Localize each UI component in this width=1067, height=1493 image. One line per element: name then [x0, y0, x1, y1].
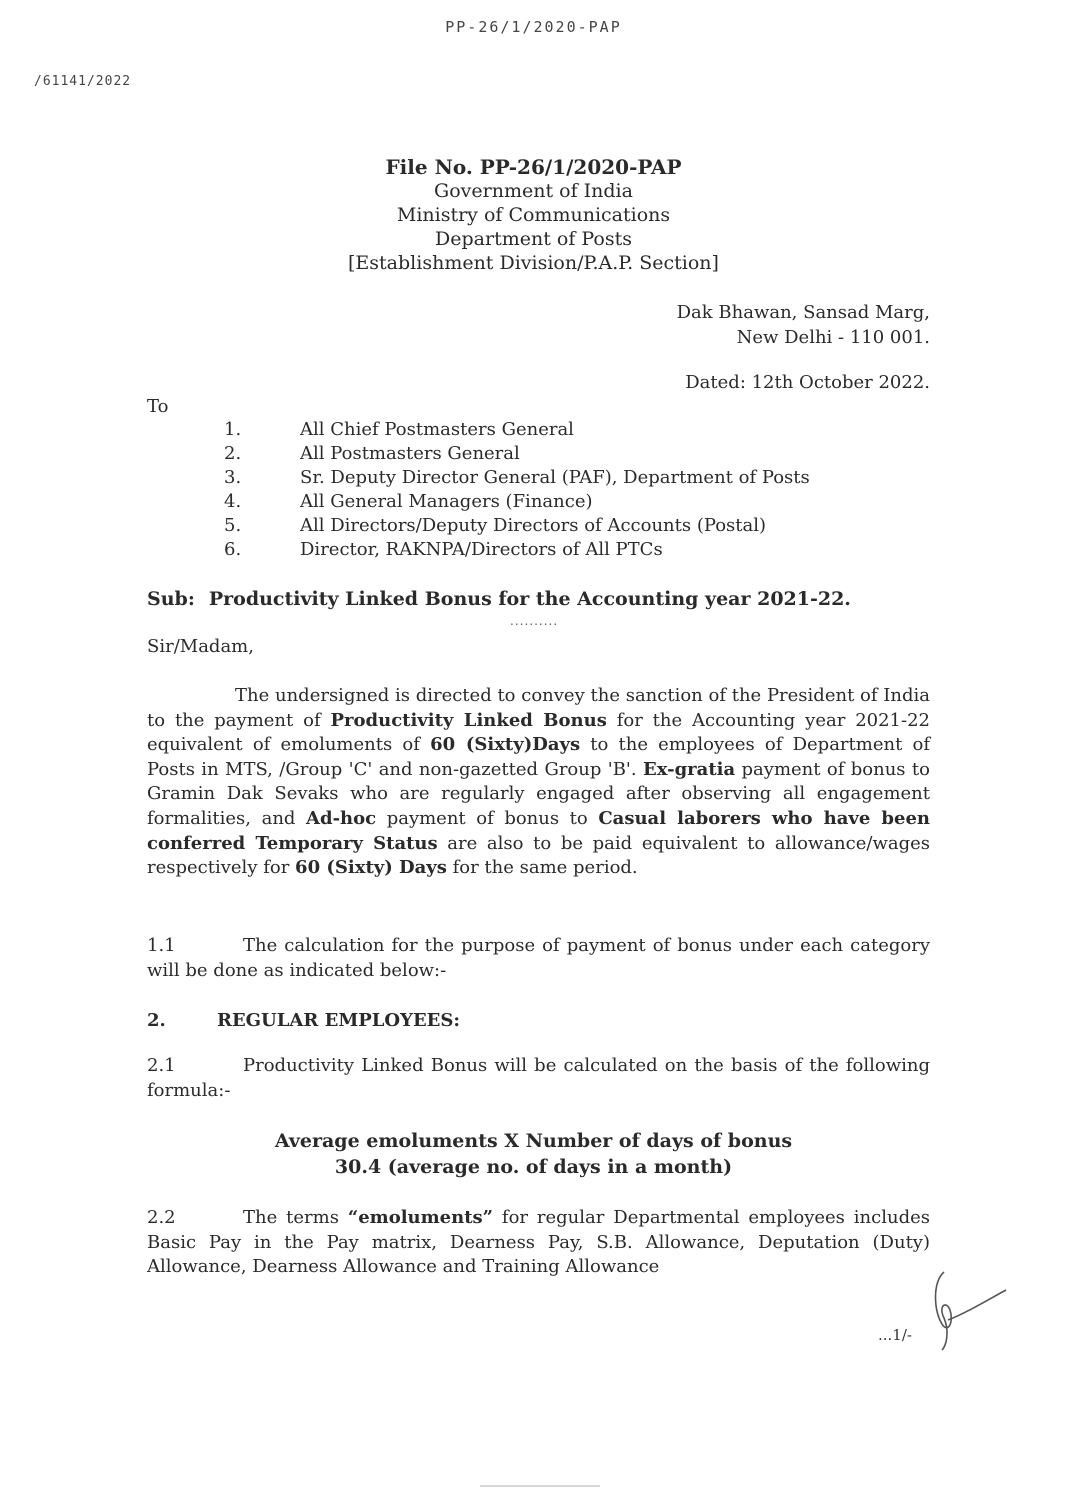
paragraph-2-1: 2.1 Productivity Linked Bonus will be calculated on the basis of the following formula:- — [147, 1055, 930, 1101]
subject-line — [147, 588, 947, 610]
paragraph-number: 2.2 — [147, 1207, 176, 1228]
to-label: To — [147, 396, 169, 417]
list-item: 4. All General Managers (Finance) — [224, 491, 593, 512]
signature-image — [924, 1262, 1014, 1356]
list-item: 6. Director, RAKNPA/Directors of All PTCs — [224, 539, 663, 560]
paragraph-number: 1.1 — [147, 935, 176, 956]
list-item: 1. All Chief Postmasters General — [224, 419, 574, 440]
formula-denominator: 30.4 (average no. of days in a month) — [334, 1156, 733, 1178]
heading-ministry: Ministry of Communications — [396, 204, 671, 226]
sender-address — [620, 300, 930, 350]
file-number-stamp: PP-26/1/2020-PAP — [445, 18, 622, 36]
subject-label: Sub: — [147, 588, 195, 610]
page-continuation-mark: ...1/- — [878, 1326, 912, 1344]
corner-reference-number: /61141/2022 — [34, 74, 132, 89]
letter-heading — [0, 155, 1067, 275]
heading-department: Department of Posts — [435, 228, 632, 250]
section-heading-regular-employees: 2. REGULAR EMPLOYEES: — [147, 1010, 461, 1031]
subject-text: Productivity Linked Bonus for the Accounting year 2021-22. — [208, 588, 851, 610]
list-item: 3. Sr. Deputy Director General (PAF), Department of Posts — [224, 467, 810, 488]
recipient-list — [224, 418, 924, 562]
address-line-2: New Delhi - 110 001. — [736, 327, 930, 348]
list-item: 2. All Postmasters General — [224, 443, 520, 464]
paragraph-1-1: 1.1 The calculation for the purpose of payment of bonus under each category will be done as indicated below:- — [147, 935, 930, 981]
paragraph-1: The undersigned is directed to convey the sanction of the President of India to the payment of Productivity Linked Bonus for the Accounting year 2021-22 equivalent of emoluments of 60 (Sixty)Days to the employees of Department of Posts in MTS, /Group 'C' and non-gazetted Group 'B'. Ex-gratia payment of bonus to Gramin Dak Sevaks who are regularly engaged after observing all engagement formalities, and Ad-hoc payment of bonus to Casual laborers who have been conferred Temporary Status are also to be paid equivalent to allowance/wages respectively for 60 (Sixty) Days for the same period. — [147, 685, 931, 879]
file-number: File No. PP-26/1/2020-PAP — [385, 155, 682, 179]
footer-divider — [480, 1485, 600, 1487]
address-line-1: Dak Bhawan, Sansad Marg, — [676, 302, 930, 323]
paragraph-2-2: 2.2 The terms “emoluments” for regular Departmental employees includes Basic Pay in the Pay matrix, Dearness Pay, S.B. Allowance, Deputation (Duty) Allowance, Dearness Allowance and Training Allowance — [147, 1207, 930, 1278]
separator-dots: .......... — [510, 614, 559, 628]
paragraph-number: 2.1 — [147, 1055, 176, 1076]
formula-numerator: Average emoluments X Number of days of bonus — [274, 1130, 793, 1152]
heading-division: [Establishment Division/P.A.P. Section] — [348, 252, 719, 274]
heading-government: Government of India — [434, 180, 633, 202]
letter-date: Dated: 12th October 2022. — [685, 372, 930, 393]
salutation: Sir/Madam, — [147, 636, 254, 657]
bonus-formula — [0, 1128, 1067, 1180]
list-item: 5. All Directors/Deputy Directors of Accounts (Postal) — [224, 515, 767, 536]
